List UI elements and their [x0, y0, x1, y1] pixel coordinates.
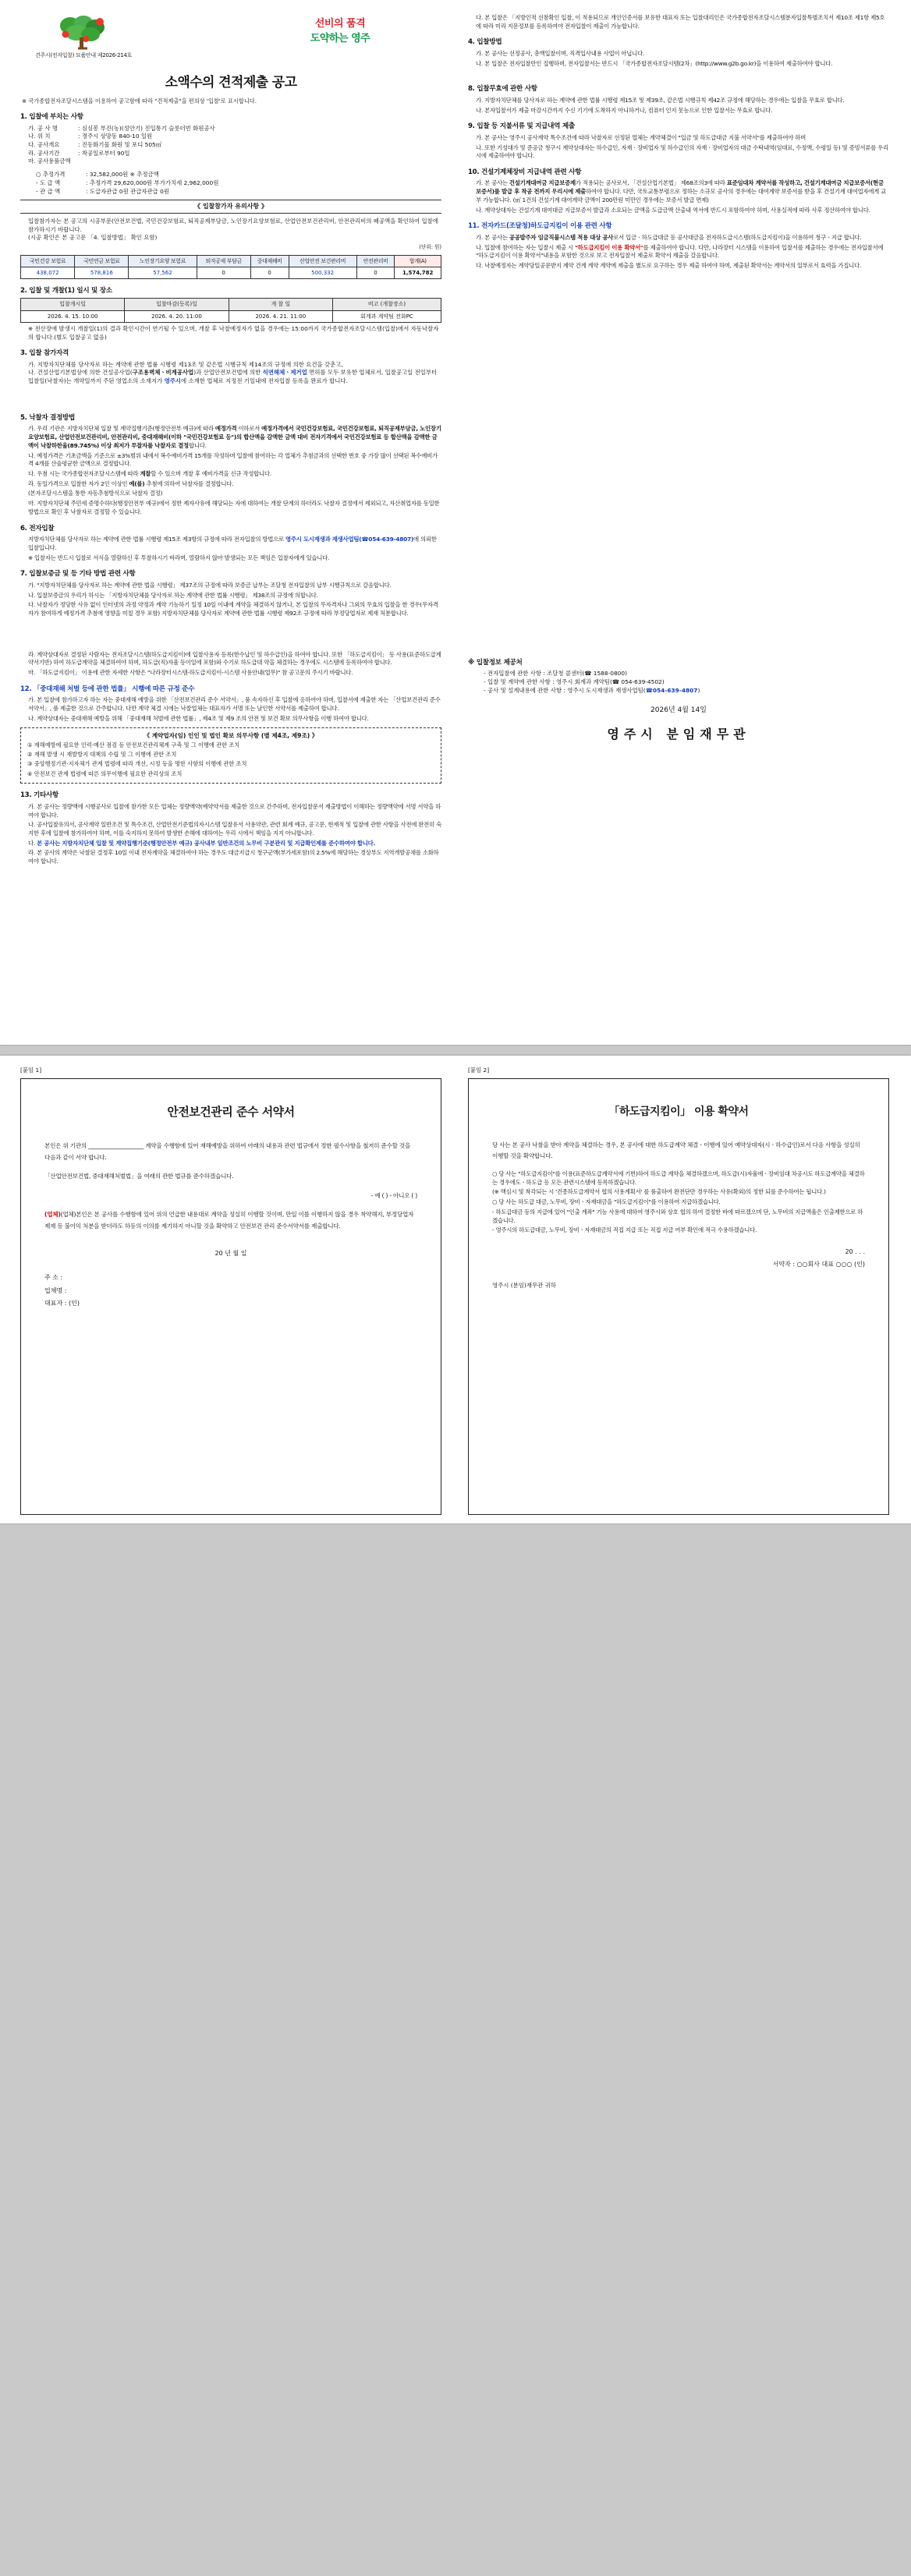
clause-item: 나. 입찰에 참여하는 자는 입찰시 제출 시 "하도급지킴이 이용 확약서"를 제출하여야 합니다. 다만, 나라장터 시스템을 이용하여 입찰서를 제출하는 경우에는 전자입찰서에 "하도급지킴이 이용 확약서"내용을 포함한 것으로 보고 전자입찰서 제출로 확약서 제출을 갈음합니다.: [476, 243, 884, 260]
clause-item: 나. 예정가격은 기초금액을 기준으로 ±3%범위 내에서 복수예비가격 15개를 작성하며 입찰에 참여하는 각 업체가 추첨금과의 선택한 번호 중 가장 많이 선택된 복수예비가격 4개를 산술평균한 금액으로 결정합니다.: [28, 451, 438, 468]
document-page-2: [0, 1056, 911, 1523]
section-8-heading: 8. 입찰무효에 관한 사항: [468, 85, 537, 94]
page1-left-column-lower: [20, 651, 441, 868]
duty-checklist-title: 《 계약업자(임) 인인 및 법인 확보 의무사항 (별 제4조, 제9조) 》: [144, 731, 318, 739]
clause-item: ① 재해예방에 필요한 인력·예산 점검 등 안전보건관리체계 구축 및 그 이행에 관한 조치: [27, 741, 240, 748]
contact-line: - 전자입찰에 관한 사항 : 조달청 콜센터(☎ 1588-0800): [484, 670, 627, 678]
bid-bond-list: [20, 582, 441, 618]
clause-item: 가. 본 공사는 영주시 공사계약 특수조건에 따라 낙찰자로 선정된 업체는 계약체결이 "입금 및 하도급대금 지불 서약서"를 제출하여야 하며: [476, 133, 806, 141]
clause-item: 가. 본 공사는 정량액에 시행공사로 입찰에 참가한 모든 업체는 정량액약(예약약서를 제출한 것으로 간주하며, 전자입찰문서 제출방법이 이해하는 정량액약에 서명 서약을 하여야 합니다.: [28, 802, 441, 819]
attachment-2-date: 20 . . .: [845, 1248, 865, 1256]
attachment-1: [20, 1067, 441, 1515]
invalid-bid-list: [468, 97, 889, 115]
schedule-col-2: 개 찰 일: [229, 299, 332, 310]
budget-col-5: 산업안전 보건관리비: [289, 255, 356, 267]
budget-col-7: 합계(A): [395, 255, 441, 267]
amount-row: - 도 급 액 : 추정가격 29,620,000원 부가가치세 2,962,000원: [36, 179, 219, 186]
section-13-heading: 13. 기타사항: [20, 791, 59, 800]
bidder-notice-text-2: (시공 확인은 본 공고문 「4. 입찰방법」 확인 요함): [28, 234, 158, 242]
page-title: 소액수의 견적제출 공고: [165, 75, 297, 90]
clause-item: 나. 입찰보증금의 우리가 하시는 「지방자치단체를 당사자로 하는 계약에 관한 법률 시행령」 제38조의 규정에 의합니다.: [28, 591, 318, 599]
clause-item: 마. 지방자치단체 주민세 증명수하다(행정안전부 예규)에서 정한 제자사유에 해당되는 자에 대하여는 개찰 단계의 하더라도 낙찰자 결정에서 제외되고, 자산취업자를 동일한 방법으로 확인 후 낙찰자로 결정할 수 있습니다.: [28, 500, 440, 515]
clause-item: 나. 계약상대자는 중대재해 예방을 위해 「중대재해 처벌에 관한 법률」, 제4조 및 제9 조의 안전 및 보건 확보 의무사항을 이행 하여야 합니다.: [28, 714, 369, 722]
bid-item-row: 나. 위 치 : 경주시 상망동 840-10 일원: [28, 133, 153, 140]
budget-col-0: 국민건강 보험료: [21, 255, 75, 267]
section-9-heading: 9. 입찰 등 지불서류 및 지급내역 제출: [468, 122, 575, 131]
bid-item-row: 다. 공사개요 : 진동화기물 화원 및 포디 505㎡: [28, 141, 162, 148]
slogan-line-2: 도약하는 영주: [310, 32, 370, 44]
clause-item: 나. 본 입찰은 전자입찰만인 집행하며, 전자입찰서는 반드시 「국가종합전자조달시템(2차」(http://www.g2b.go.kr)을 이용하여 제출하여야 합니다.: [476, 59, 833, 67]
section-12-heading: 12. 「중대재해 처벌 등에 관한 법률」 시행에 따른 규정 준수: [20, 685, 195, 693]
section-4c-list: [468, 14, 889, 30]
attachment-2-paragraph-1: 당 사는 본 공사 낙찰을 받아 계약을 체결하는 경우, 본 공사에 대한 하도급계약 체결ㆍ이행에 있어 예약상대자(시ㆍ하수급인)로서 다음 사항을 성실히 이행할 것을 확약합니다.: [492, 1141, 860, 1160]
section-7b-list: [20, 651, 441, 678]
attachment-2-label: [붙임 2]: [468, 1067, 490, 1074]
attachment-2-recipient: 영주시 (분임)재무관 귀하: [492, 1282, 556, 1290]
schedule-value-row: [21, 310, 441, 322]
page1-right-column: [468, 14, 889, 620]
bidder-notice-banner: 《 입찰참가자 유의사항 》: [20, 200, 441, 214]
qualification-item-2: 나. 건설산업기본법상에 의한 건설공사업(구조용벽체ㆍ비계공사업)과 산업안전보건법에 의한 석면해체ㆍ제거업 면허를 모두 보유한 업체로서, 입찰공고일 전일부터 입찰일(낙찰자)는 개약일까지 주된 영업소의 소재지가 영주시에 소재한 업체로 지정전 기일내에 전자입찰 등록을 완료가 합니다.: [28, 369, 438, 385]
other-matters-list: [20, 803, 441, 866]
page1-right-column-lower: [468, 651, 889, 868]
attachment-2-box: [468, 1078, 889, 1515]
budget-col-1: 국민연금 보험료: [75, 255, 129, 267]
section-4-heading: 4. 입찰방법: [468, 38, 502, 47]
clause-item: 나. 또한 기성대가 및 준공금 청구시 계약상대자는 하수급인, 자재ㆍ장비업자 및 하수급인의 자재ㆍ장비업자의 대금 수탁내역(임대료, 수정액, 수령일 등) 및 증빙서류를 우리시에 제출하여야 합니다.: [476, 143, 888, 160]
signature-block: [468, 706, 889, 743]
amount-row: ○ 추정가격 : 32,582,000원 ※ 추정금액: [36, 171, 159, 179]
clause-item: 나. 공사입찰유의서, 공사계약 일반조건 및 특수조건, 산업안전기준법의자시스템 입찰유서 사용약관, 관련 회계 예규, 공고문, 현재적 및 입찰에 관한 사항을 사전에 완전히 숙지한 후에 입찰에 참가하여야 하며, 이를 숙지하지 못하여 발생한 손해에 대하여는 우리 시에서 책임을 지지 아니합니다.: [28, 821, 441, 837]
attachment-1-title: 안전보건관리 준수 서약서: [167, 1104, 295, 1119]
contact-heading: ※ 입찰정보 제공처: [468, 658, 523, 667]
clause-item: 라. 본 공사의 계약은 낙찰된 결정후 10일 이내 전자계약을 체결하여야 하는 경우도 대금지급시 청구군액(부가세포함)의 2.5%에 해당하는 경상부도 지역개발공채를 소화하여야 합니다.: [28, 849, 439, 865]
budget-val-0: 438,072: [21, 267, 75, 278]
tree-logo-icon: [55, 16, 112, 50]
attachment-1-yesno: - 예 ( ) - 아니오 ( ): [370, 1191, 417, 1199]
schedule-col-0: 입찰개시일: [21, 299, 125, 310]
section-2-heading: 2. 입찰 및 개찰(1) 일시 및 장소: [20, 287, 112, 295]
clause-item: 나. 본자입찰서가 제출 마감시간까지 수신 기기에 도착하지 아니하거나, 컴퓨터 인지 못능으로 인한 입찰서는 무효로 합니다.: [476, 106, 773, 114]
budget-col-6: 안전관리비: [356, 255, 395, 267]
duty-checklist-box: [20, 727, 441, 784]
document-header: [20, 14, 441, 72]
bid-method-list: [468, 50, 889, 68]
budget-table-header-row: [21, 255, 441, 267]
attachment-1-date: 20 년 월 일: [214, 1250, 247, 1258]
attachment-1-box: [20, 1078, 441, 1515]
clause-item: ② 재해 발생 시 재발방지 대책의 수립 및 그 이행에 관한 조치: [27, 751, 177, 759]
clause-item: 라. 동일가격으로 입찰한 자가 2인 이상인 예(를) 추첨에 의하여 낙찰자를 결정합니다.: [28, 479, 234, 487]
clause-item: ④ 안전보건 관계 법령에 따른 의무이행에 필요한 관리상의 조치: [27, 770, 183, 777]
section-10-heading: 10. 건설기계체장비 지급내역 관련 사항: [468, 168, 582, 176]
attachment-1-label: [붙임 1]: [20, 1067, 42, 1074]
clause-item: (본자조달시스템을 통한 자동추첨방식으로 낙찰자 결정): [28, 490, 163, 497]
electronic-bid-notice: ※ 국가종합전자조달시스템을 이용하여 공고함에 따라 "견적제출"을 편의상 '입찰'로 표시합니다.: [22, 97, 257, 104]
logo-caption: 견주시(전자입찰) 묘품안내 제2026-214호: [34, 52, 133, 58]
clause-item: 지방자치단체를 당사자로 하는 계약에 관한 법률 시행령 제15조 제3항의 규정에 따라 전자입찰의 방법으로 영주시 도시재생과 재생사업팀(☎054-639-4807)에 의뢰한 입찰입니다.: [28, 536, 437, 551]
budget-val-1: 578,816: [75, 267, 129, 278]
clause-item: ○ 당 사는 "하도급지킴이"를 이용(표준하도급계약서에 기반)하여 하도급 계약을 체결하겠으며, 하도급(시)자율에ㆍ장비임대 차공시도 하도급계약을 체결하는 경우에도ㆍ하도급 등 모든 관련시스템에 등록하겠습니다.: [492, 1169, 865, 1186]
bid-item-row: 라. 공사기간 : 착공일로부터 90일: [28, 149, 130, 157]
bidder-notice-text: 입찰참가자는 본 공고의 시공부문(안전보건법, 국민건강보험료, 퇴직공제부담금, 노인장기요양보험료, 산업안전보건관리비, 안전관리비의 폐공액을 확인하여 입찰에 참가하시기 바랍니다.: [28, 218, 438, 233]
attachment-1-signlines: [44, 1272, 417, 1311]
clause-item: ③ 중앙행정기관·지자체가 관계 법령에 따라 개선, 시정 등을 명한 사항의 이행에 관한 조치: [27, 760, 247, 768]
e-bidding-list: [20, 536, 441, 562]
clause-item: 다. 낙찰예정자는 계약당일공문받지 계약 건계 계약 계약에 제출을 별도로 요구하는 경우 제출 하여야 하며, 제출된 확약서는 계약서의 일부로서 효력을 가집니다.: [476, 262, 861, 270]
budget-val-6: 0: [356, 267, 395, 278]
attachment-1-company: 업체명 :: [44, 1286, 67, 1294]
schedule-val-0: 2026. 4. 15. 10:00: [21, 310, 125, 322]
attachment-1-paragraph-2: 「산업안전보건법, 중대재해처벌법」을 여래의 관한 법규를 준수하겠습니다.: [44, 1173, 234, 1180]
budget-table: [20, 255, 441, 279]
budget-table-unit: (단위: 원): [419, 244, 441, 251]
contact-line: - 입찰 및 계약에 관한 사항 : 영주시 회계과 계약팀(☎ 054-639-4502): [484, 678, 665, 685]
clause-item: (※ 액심시 및 착각되는 시 '건종하도급계약서 협의 사용계획서' 를 품출하여 완전단만 경우하는 사유(확외)의 정한 되를 준수하여는 됩니다.): [492, 1188, 826, 1196]
section-7-heading: 7. 입찰보증금 및 등 기타 방법 관련 사항: [20, 570, 136, 579]
issuer-name: 영주시 분임재무관: [607, 727, 750, 742]
budget-col-2: 노인장기요양 보험료: [129, 255, 197, 267]
clause-item: 다. 우첨 시는 국가종합전자조달시스템에 따라 계찰할 수 있으며 개찰 후 예비가격을 신규 작성합니다.: [28, 470, 271, 478]
attachment-2-signature: 서약자 : ○○회사 대표 ○○○ (인): [772, 1261, 865, 1269]
attachment-2-items: [492, 1170, 865, 1235]
schedule-col-1: 입찰마감(등록)일: [125, 299, 229, 310]
clause-item: ※ 입찰자는 반드시 입찰로 서식을 열람하신 후 투찰하시기 바라며, 열람하지 않아 발생되는 모든 책임은 입찰자에게 있습니다.: [28, 554, 330, 561]
schedule-val-3: 회계과 계약팀 전화PC: [332, 310, 441, 322]
budget-table-value-row: [21, 267, 441, 278]
bid-item-row: 마. 공사용품금액: [28, 157, 71, 165]
budget-val-5: 500,332: [289, 267, 356, 278]
issue-date: 2026년 4월 14일: [650, 706, 707, 715]
section-6-heading: 6. 전자입찰: [20, 524, 55, 533]
clause-item: 라. 계약상대자로 결정된 사람자는 전자조달시스템(하도급지킴이)에 입찰사용자 등록(한수납인 및 하수급인)을 하여야 합니다. 또한 「하도급지킴이」 등 사용(표준하도급계약서기반) 하여 하도급계약을 체결하여야 하며, 하도급(직)자율 등이일에 포함)와 수기로 하도급대 약을 체결하는 경우에도 시스템에 등록하여야 합니다.: [28, 650, 441, 667]
equipment-rental-list: [468, 179, 889, 214]
clause-item: 다. 본 공사는 지방자치단체 입찰 및 계약집행기준(행정안전부 예규) 공사내부 일반조건의 노무비 구분관리 및 지급확인제를 준수하여야 합니다.: [28, 839, 376, 847]
budget-col-3: 퇴직공제 부담금: [197, 255, 250, 267]
budget-col-4: 중대재해비: [250, 255, 289, 267]
section-5-heading: 5. 낙찰자 결정방법: [20, 413, 76, 422]
document-page-1: [0, 0, 911, 1045]
amount-row: - 관 급 액 : 도급자관급 0원 관급자관급 0원: [36, 187, 169, 195]
payment-docs-list: [468, 134, 889, 161]
schedule-table: [20, 298, 441, 322]
budget-val-2: 57,562: [129, 267, 197, 278]
schedule-col-3: 비고 (개찰장소): [332, 299, 441, 310]
bid-item-row: 가. 공 사 명 : 심심봉 부진(농)(성안기) 진입통기 슬롯더빈 화원공사: [28, 124, 215, 132]
clause-item: 가. 우리 기관은 지방자치단체 입찰 및 계약집행기준(행정안전부 예규)에 따라 예정가격 이하로서 예정가격에서 국민건강보험료, 국민건강보험료, 퇴직공제부담금, 노인장기요양보험료, 산업안전보건관리비, 안전관리비, 중대재해비(이하 "국민건강보험료 등")의 합산액을 감액한 금액 대비 전자기격에서 국민건강보험료 등 합산액을 감액한 금액이 낙찰하한율(89.745%) 이상 최저가 투찰자를 낙찰자로 결정합니다.: [28, 425, 441, 449]
schedule-header-row: [21, 299, 441, 310]
attachment-2: [468, 1067, 889, 1515]
clause-item: 가. 본 공사는 선정공사, 총액입찰이며, 직격입사내용 사업이 아닙니다.: [476, 49, 644, 57]
budget-val-4: 0: [250, 267, 289, 278]
city-logo: [25, 16, 142, 59]
page1-left-column: [20, 14, 441, 620]
attachment-1-paragraph-1: 본인은 위 기관의 ____________________ 계약을 수행함에 있어 재해예방을 위하여 아래의 내용과 관련 법규에서 정한 필수사항을 철저히 준수할 것을 다음과 같이 서약 합니다.: [44, 1142, 411, 1161]
contact-line: - 공사 및 설계내용에 관한 사항 : 영주시 도시재생과 재생사업팀(☎054-639-4807): [484, 686, 700, 694]
attachment-2-title: 「하도급지킴이」 이용 확약서: [608, 1105, 749, 1118]
clause-item: 가. 본 공사는 건설기계대여금 지급보증제가 적용되는 공사로서, 「건설산업기본법」 제68조의3에 따라 표준임대차 계약서를 작성하고, 건설기계대여금 지급보증서(현금 보증서)를 발급 후 착공 전까지 우리시에 제출하여야 합니다. 다만, 국토교통부령으로 정하는 소규모 공사의 경우에는 대여계약 보증서를 받을 후 건설기계 대여업자에게 교부 가능합니다. (㎡ 1건의 건설기계 대여계약 금액이 200만원 미만인 경우에는 보증서 발급 면제): [476, 179, 887, 203]
clause-item: 가. "지방자치단체를 당사자로 하는 계약에 관한 법을 시행령」 제37조의 규정에 따라 보증금 납부는 조달청 전자입찰의 납부 시행규칙으로 갈음합니다.: [28, 581, 392, 589]
schedule-note: ※ 전산장애 발생시 개찰일(1)의 결과 확인시간이 연기될 수 있으며, 개찰 후 낙찰예정자가 없을 경우에는 15:00까지 국가종합전자조달시스템(입찰)에서 자동낙찰자의 합니다.(별도 입찰공고 없음): [28, 324, 439, 341]
qualification-item-1: 가. 지방자치단체를 당사자로 하는 계약에 관한 법률 시행령 제13조 및 같은법 시행규칙 제14조의 규정에 의한 요건을 갖춘고,: [28, 360, 343, 368]
clause-item: - 하도급대금 등의 지급에 있어 "인출 계좌" 기능 사용에 대하여 영주시와 상호 협의 하여 결정한 바에 따르겠으며 단, 노무비의 지급액율은 인출제한으로 하겠습니다.: [492, 1208, 863, 1224]
clause-item: 가. 지방자치단체를 당사자로 하는 계약에 관한 법률 시행령 제15조 및 제39조, 같은법 시행규칙 제42조 규정에 해당하는 경우에는 입찰을 무효로 합니다.: [476, 96, 845, 104]
clause-item: 마. 「하도급지킴이」 이용에 관한 자세한 사항은 "나라장터시스템-하도급지킴이-시스템 사용안내(업무)" 참 공고문의 주시기 바랍니다.: [28, 669, 353, 677]
clause-item: ○ 당 사는 하도급 대금, 노무비, 장비ㆍ자재대금을 "하도급지킴이"를 이용하여 지급하겠습니다.: [492, 1198, 721, 1206]
clause-item: 다. 본 입찰은 「지방인적 선참확인 입찰, 이 적용되므로 개인인증서를 보유한 대표자 또는 입찰대리인은 국가종합전자조달시스템분자입찰특별조치서 제10조 제1항 제5호에 따라 미리 지문정보를 등록하여야 전자입찰이 제출이 가능합니다.: [476, 14, 885, 30]
city-slogan: [270, 17, 410, 47]
clause-item: 다. 낙찰자가 정당한 사유 없이 인터넷의 과정 약정과 계약 기능하기 일정 10일 이내에 계약을 체결하지 않거나, 본 입찰의 무자격자나 그외의 무효의 입찰을 한 경우(무자격자가 참여하게 예정가격 추첨에 영향을 미칠 경우 포함) 지방자치단체를 당사자로 계약에 관한 법률 시행령 제92조 규정에 따라 부정당업자로 제재 처분합니다.: [28, 601, 438, 617]
section-3-heading: 3. 입찰 참가자격: [20, 349, 69, 358]
slogan-line-1: 선비의 품격: [314, 18, 366, 30]
budget-val-7: 1,574,782: [395, 267, 441, 278]
attachment-1-representative: 대표자 : (인): [44, 1300, 80, 1307]
section-11-heading: 11. 전자카드(조달청)하도급지킴이 이용 관련 사항: [468, 222, 612, 231]
budget-val-3: 0: [197, 267, 250, 278]
schedule-val-2: 2026. 4. 21. 11:00: [229, 310, 332, 322]
subcontract-keeper-list: [468, 234, 889, 271]
duty-checklist-items: [27, 741, 434, 779]
attachment-1-paragraph-3: (업체)(업체)본인은 본 공사를 수행함에 있어 위의 언급한 내용대로 계약을 성실히 이행할 것이며, 만일 이를 이행하지 않을 경우 착약해지, 부정당업자 제재 등 불이익 처분을 받더라도 하등의 이의를 제기하지 아니할 것을 확약하고 안전보건 관리 준수서약서를 제출합니다.: [44, 1211, 414, 1230]
clause-item: - 영주시의 하도급대금, 노무비, 장비ㆍ자재대금의 직접 지급 또는 직접 지급 여부 확인에 적극 수용하겠습니다.: [492, 1226, 757, 1234]
clause-item: 나. 계약상대자는 건설기계 대여대금 지급보증서 발급과 소요되는 금액을 도급금액 산출내 역서에 반드시 포함하여야 하며, 사용실적에 따라 사후 정산하여야 합니다.: [476, 206, 870, 214]
clause-item: 가. 본 공사는 공공발주자 임금직불시스템 적용 대상 공사로서 입금ㆍ하도급대금 등 공사대금을 전자하도급시스템(하도급지킴이)을 이용하여 청구ㆍ지급 합니다.: [476, 233, 862, 241]
schedule-val-1: 2026. 4. 20. 11:00: [125, 310, 229, 322]
award-method-list: [20, 425, 441, 516]
attachment-1-address: 주 소 :: [44, 1273, 63, 1281]
section-1-heading: 1. 입찰에 부치는 사항: [20, 113, 83, 122]
clause-item: 가. 본 입찰에 참가하고자 하는 자는 중대재해 예방을 위한 「산전보건관리 준수 서약서」, 품 속자하신 후 입찰에 응하여야 하며, 입찰서에 제출한 자는 「산업보건관리 준수 서약서」, 품 제출한 것으로 간주합니다. 다만 계약 체결 시에는 낙찰업체는 대표자가 서명 또는 날인한 서약서를 제출하여 합니다.: [28, 696, 441, 713]
serious-accident-list: [20, 696, 441, 723]
